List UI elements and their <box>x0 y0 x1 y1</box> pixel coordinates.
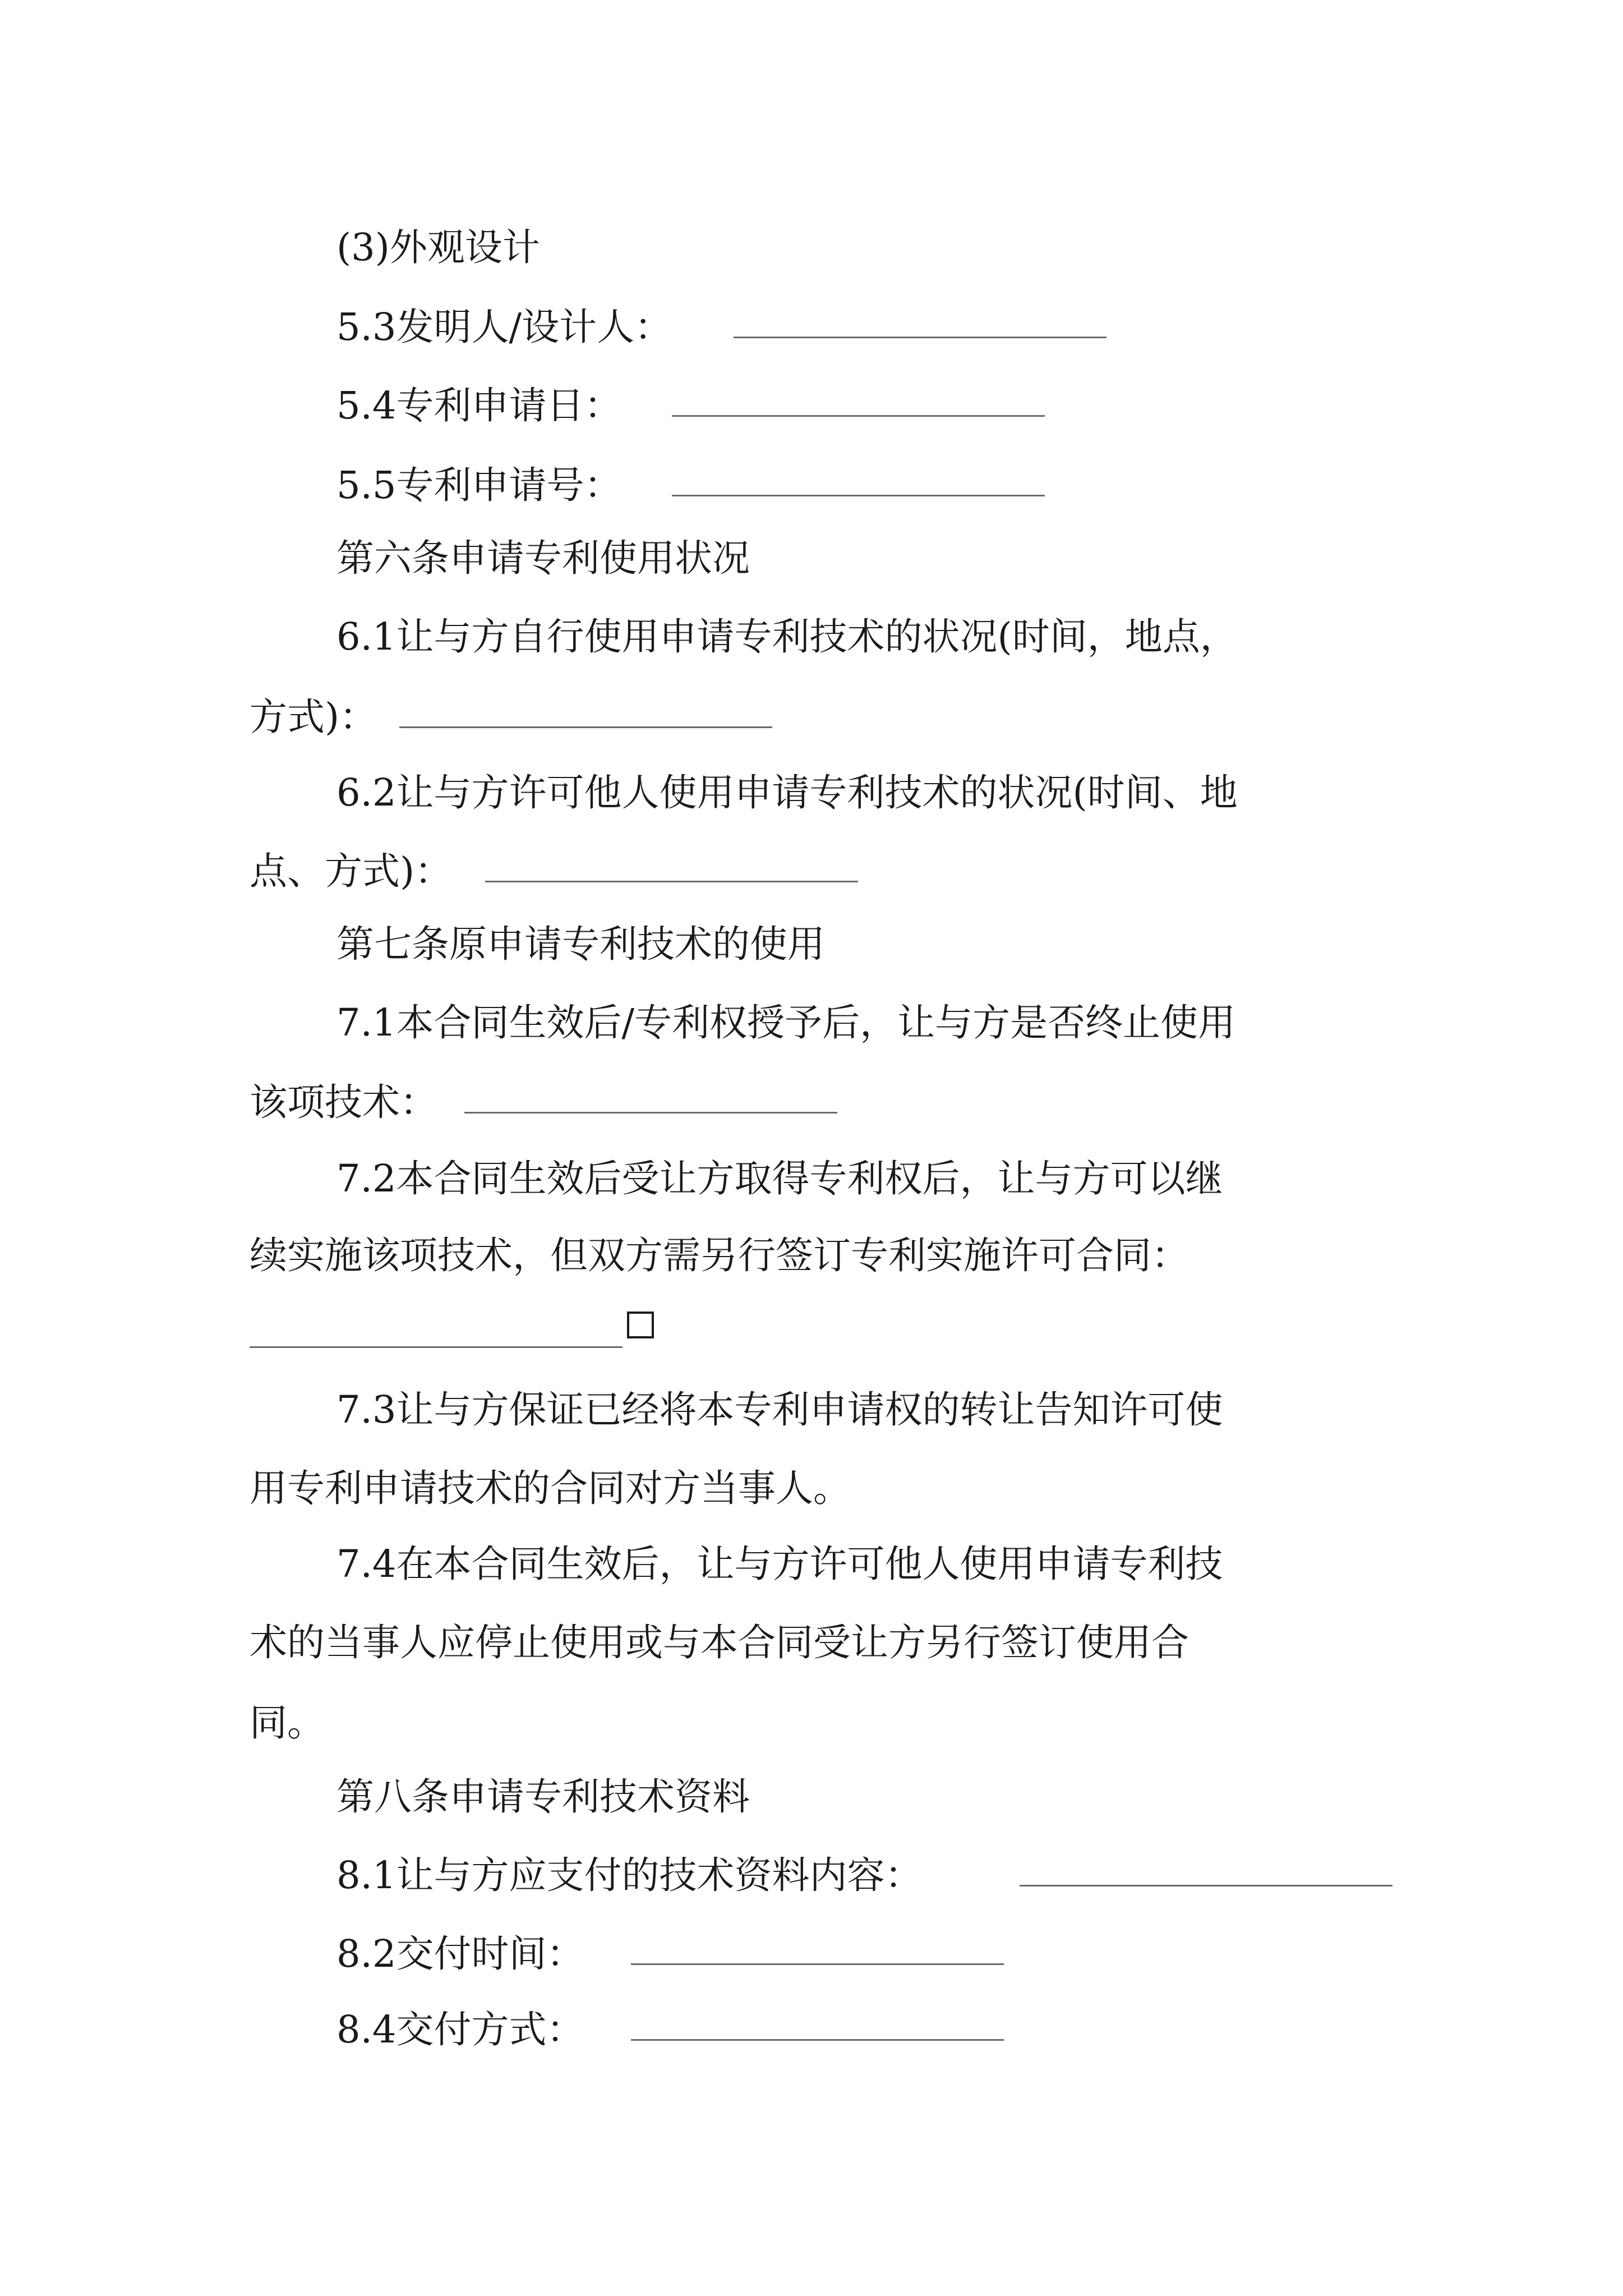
clause-6-2-text-cont: 点、方式)： <box>250 849 453 893</box>
design-type-item: (3)外观设计 <box>336 226 540 269</box>
article-6-heading: 第六条申请专利使用状况 <box>336 536 750 580</box>
clause-7-4-text: 7.4在本合同生效后，让与方许可他人使用申请专利技 <box>336 1542 1223 1586</box>
clause-5-4-filing-date-label: 5.4专利申请日： <box>336 384 622 427</box>
delivery-time-blank-field[interactable] <box>631 1963 1004 1965</box>
delivery-method-blank-field[interactable] <box>631 2039 1004 2041</box>
clause-5-5-application-number-label: 5.5专利申请号： <box>336 463 622 507</box>
clause-8-1-materials-label: 8.1让与方应支付的技术资料内容： <box>336 1853 923 1897</box>
clause-6-2-text: 6.2让与方许可他人使用申请专利技术的状况(时间、地 <box>336 771 1238 815</box>
clause-7-1-text-cont: 该项技术： <box>250 1080 437 1124</box>
inventor-blank-field[interactable] <box>734 337 1106 338</box>
clause-7-4-text-end: 同。 <box>250 1701 325 1745</box>
clause-7-2-text: 7.2本合同生效后受让方取得专利权后，让与方可以继 <box>336 1157 1223 1200</box>
clause-8-4-delivery-method-label: 8.4交付方式： <box>336 2008 584 2051</box>
licensed-use-status-blank-field[interactable] <box>485 881 858 882</box>
application-number-blank-field[interactable] <box>672 495 1045 496</box>
clause-7-4-text-cont: 术的当事人应停止使用或与本合同受让方另行签订使用合 <box>250 1621 1189 1664</box>
terminate-use-blank-field[interactable] <box>464 1112 837 1114</box>
article-7-heading: 第七条原申请专利技术的使用 <box>336 922 825 966</box>
clause-6-1-text-cont: 方式)： <box>250 695 377 739</box>
clause-7-2-text-cont: 续实施该项技术，但双方需另行签订专利实施许可合同： <box>250 1234 1189 1277</box>
license-contract-blank-field[interactable] <box>250 1346 623 1348</box>
clause-5-3-inventor-label: 5.3发明人/设计人： <box>336 305 672 349</box>
clause-7-3-text: 7.3让与方保证已经将本专利申请权的转让告知许可使 <box>336 1388 1223 1432</box>
self-use-status-blank-field[interactable] <box>399 726 772 728</box>
clause-8-2-delivery-time-label: 8.2交付时间： <box>336 1932 584 1976</box>
article-8-heading: 第八条申请专利技术资料 <box>336 1775 750 1819</box>
clause-7-3-text-cont: 用专利申请技术的合同对方当事人。 <box>250 1466 851 1510</box>
clause-6-1-text: 6.1让与方自行使用申请专利技术的状况(时间，地点， <box>336 615 1238 659</box>
materials-content-blank-field[interactable] <box>1020 1885 1393 1887</box>
clause-7-1-text: 7.1本合同生效后/专利权授予后，让与方是否终止使用 <box>336 1001 1236 1045</box>
checkbox[interactable] <box>627 1312 654 1338</box>
filing-date-blank-field[interactable] <box>672 415 1045 417</box>
